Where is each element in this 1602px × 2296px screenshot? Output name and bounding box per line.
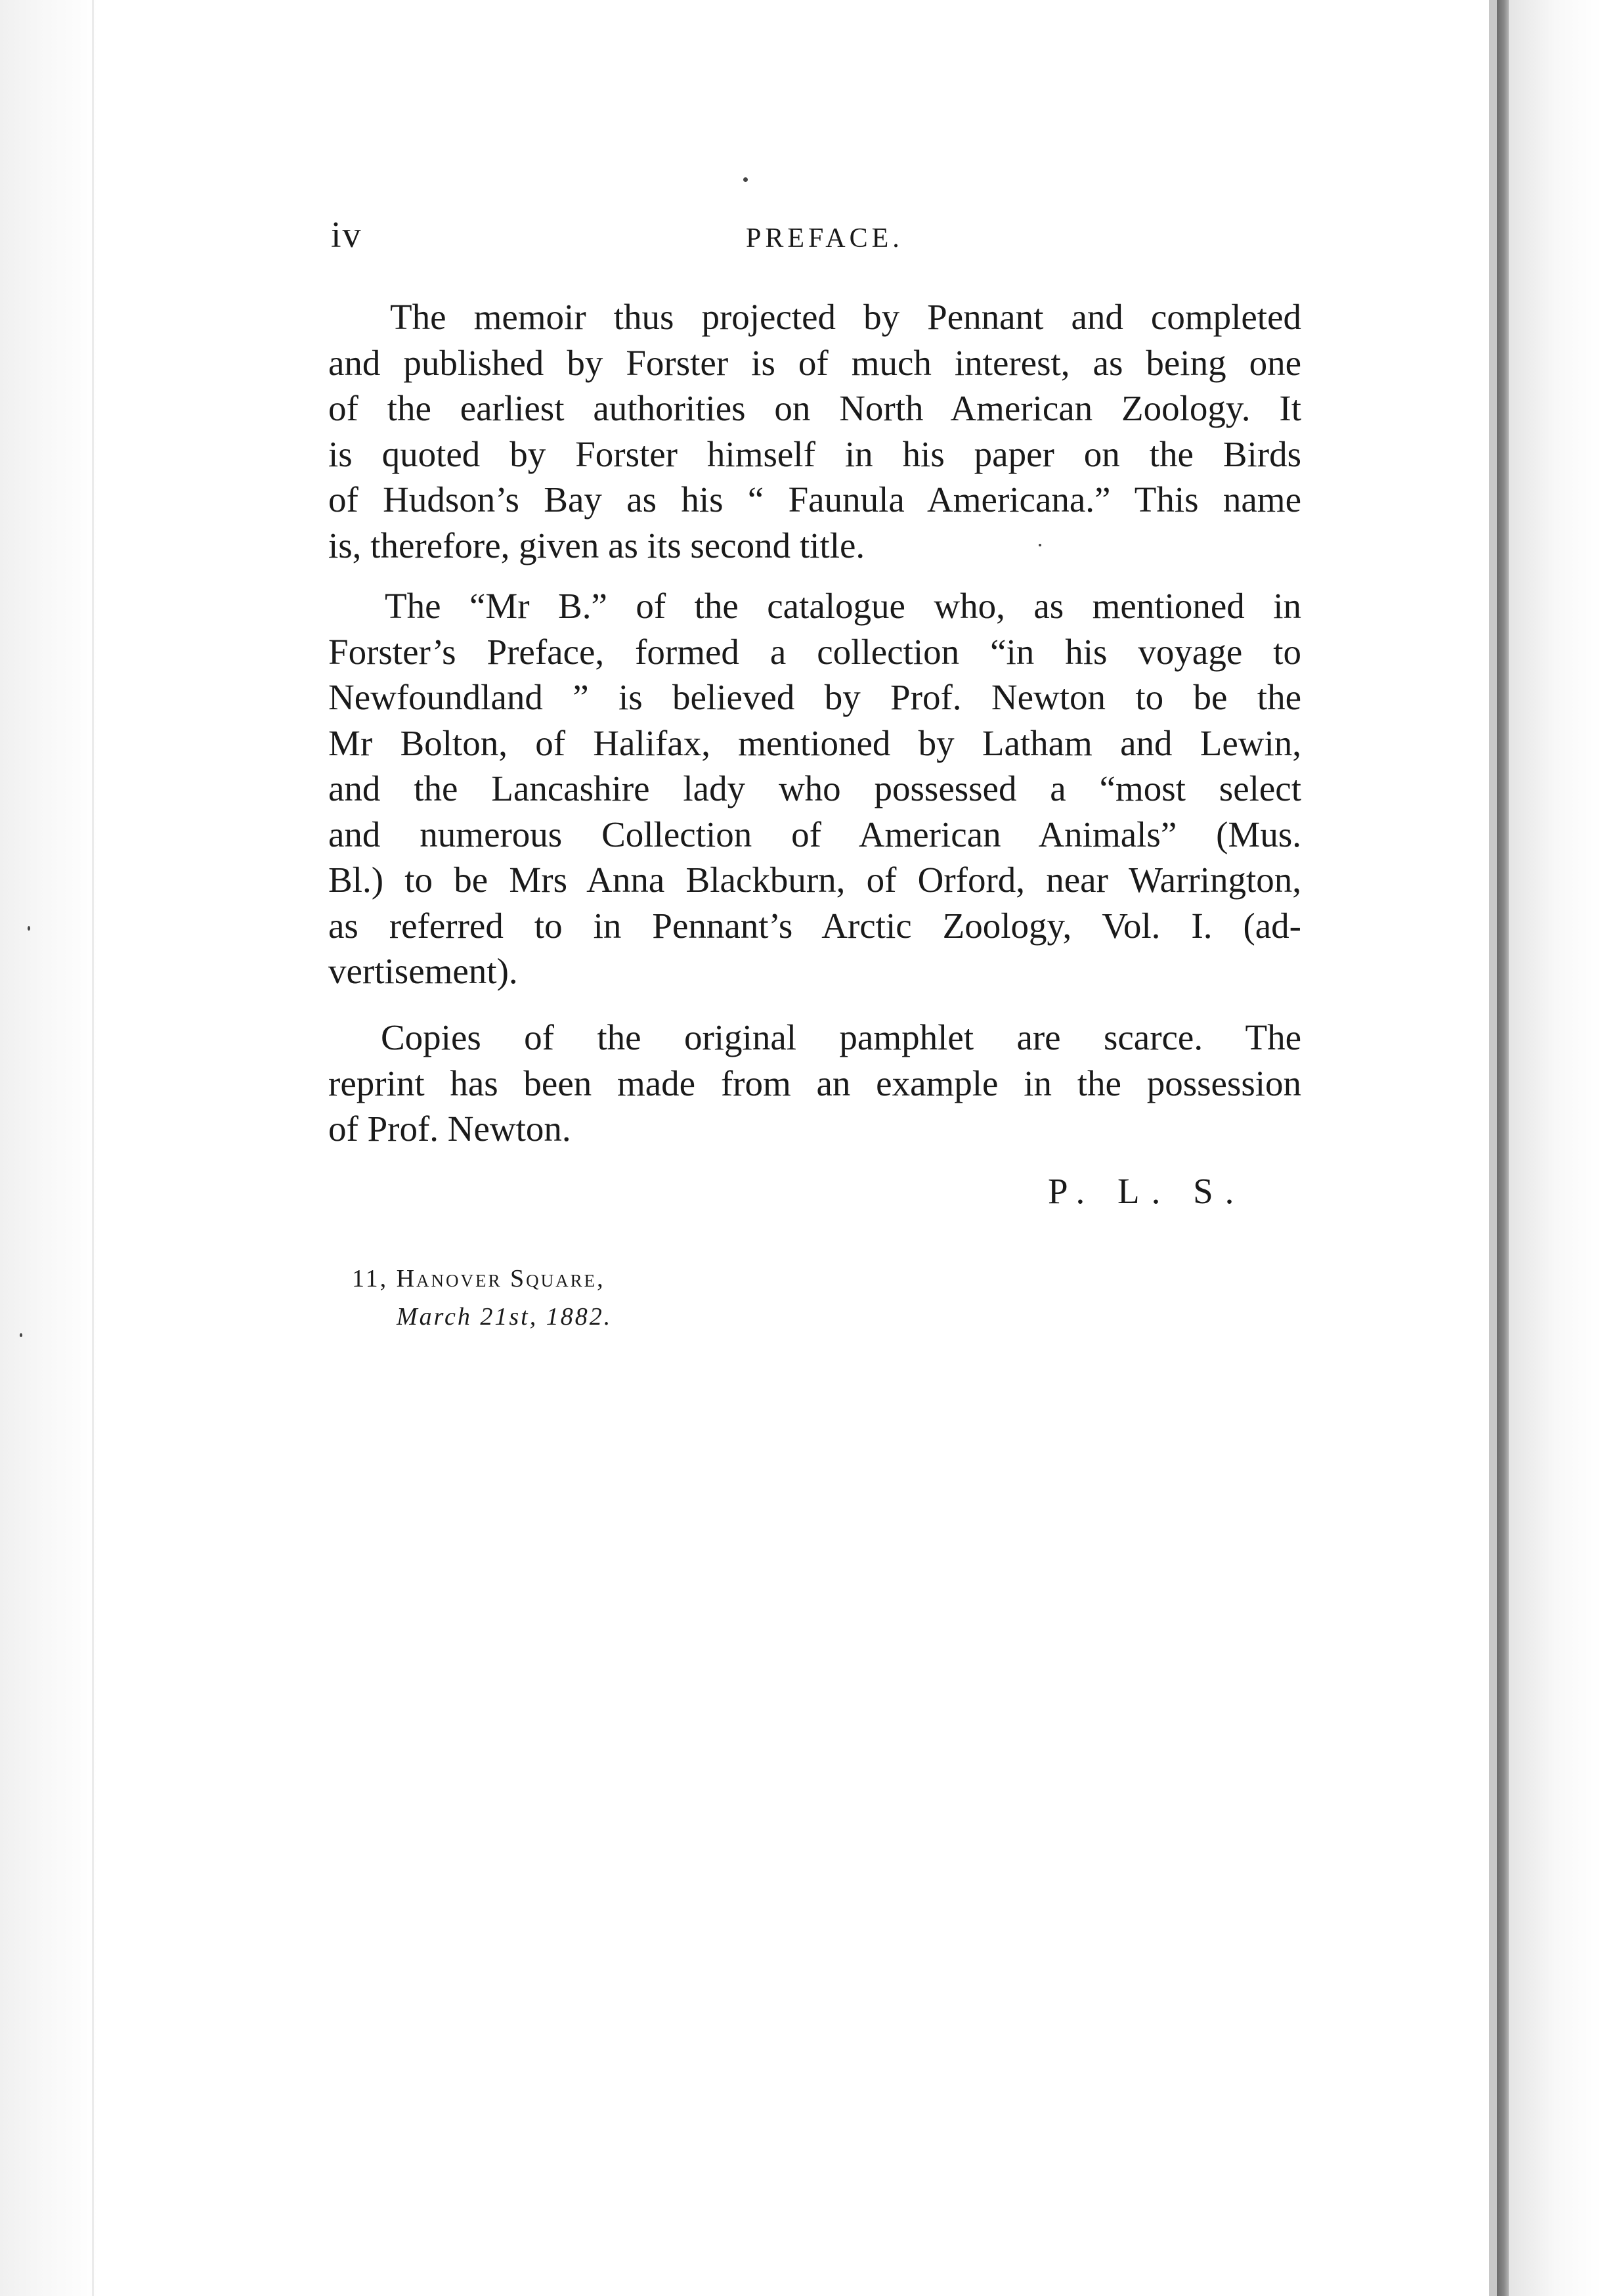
text-line: Bl.) to be Mrs Anna Blackburn, of Orford, near Warrington, xyxy=(328,860,1301,900)
text-line: and published by Forster is of much interest, as being one xyxy=(328,342,1301,383)
right-page-edge xyxy=(1489,0,1497,2296)
date-line: March 21st, 1882. xyxy=(397,1303,613,1331)
text-line: reprint has been made from an example in the possession xyxy=(328,1063,1301,1103)
binding-shadow xyxy=(1497,0,1509,2296)
text-line: Mr Bolton, of Halifax, mentioned by Latham and Lewin, xyxy=(328,722,1301,763)
paragraph-3 xyxy=(328,1015,1301,1152)
text-line: Newfoundland ” is believed by Prof. Newton to be the xyxy=(328,677,1301,717)
text-line: The “Mr B.” of the catalogue who, as mentioned in xyxy=(385,586,1301,626)
text-line: is quoted by Forster himself in his paper on the Birds xyxy=(328,433,1301,474)
text-line: Forster’s Preface, formed a collection “in his voyage to xyxy=(328,631,1301,672)
address-line: 11, Hanover Square, xyxy=(352,1265,605,1292)
text-line: of the earliest authorities on North American Zoology. It xyxy=(328,388,1301,428)
text-line: of Hudson’s Bay as his “ Faunula Americana.” This name xyxy=(328,479,1301,519)
text-line: and the Lancashire lady who possessed a “most select xyxy=(328,768,1301,808)
paragraph-2 xyxy=(328,583,1301,994)
text-line: The memoir thus projected by Pennant and completed xyxy=(390,297,1301,337)
facing-page-edge xyxy=(1509,0,1602,2296)
paper-speck xyxy=(28,926,30,931)
left-page-edge xyxy=(0,0,98,2296)
signature-initials: P. L. S. xyxy=(1048,1171,1246,1211)
text-line: Copies of the original pamphlet are scarce. The xyxy=(381,1017,1301,1057)
text-line: of Prof. Newton. xyxy=(328,1109,571,1149)
paper-speck xyxy=(20,1333,22,1337)
paper-speck xyxy=(743,177,748,182)
running-title: PREFACE. xyxy=(746,223,903,254)
text-line: vertisement). xyxy=(328,951,518,991)
text-line: is, therefore, given as its second title. xyxy=(328,525,865,565)
left-page-edge-line xyxy=(92,0,94,2296)
text-line: as referred to in Pennant’s Arctic Zoology, Vol. I. (ad- xyxy=(328,905,1301,946)
text-line: and numerous Collection of American Animals” (Mus. xyxy=(328,814,1301,854)
page-number: iv xyxy=(331,215,362,255)
paragraph-1 xyxy=(328,294,1301,568)
